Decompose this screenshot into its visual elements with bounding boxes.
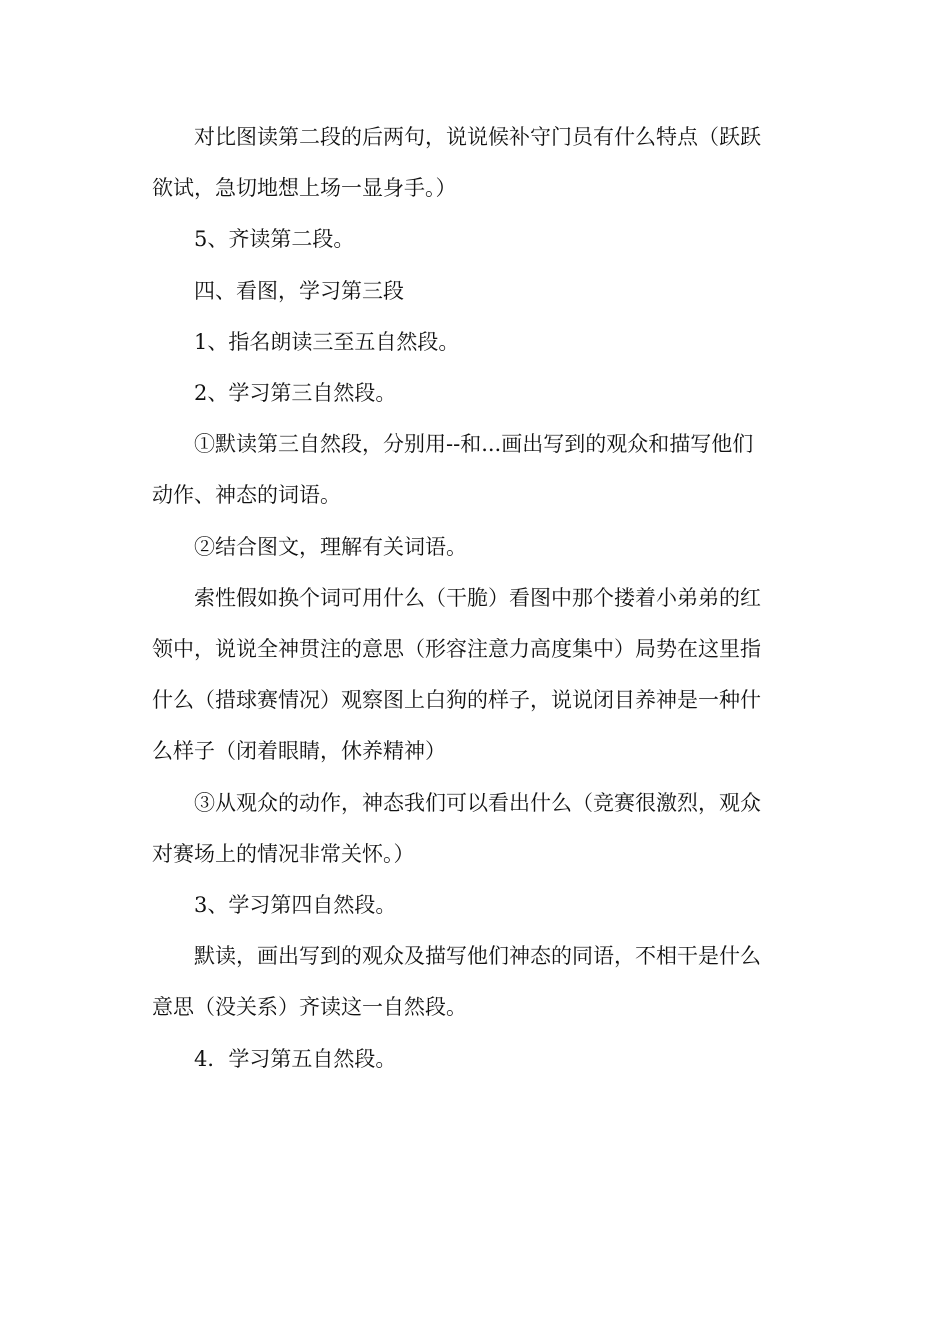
paragraph-line: 2、学习第三自然段。 (194, 381, 397, 406)
document-body (152, 112, 802, 1085)
paragraph-line: 意思（没关系）齐读这一自然段。 (152, 995, 467, 1020)
paragraph-item-2 (152, 522, 802, 573)
paragraph-step-1 (152, 317, 802, 368)
paragraph-step-3 (152, 880, 802, 931)
paragraph-line: 默读，画出写到的观众及描写他们神态的同语，不相干是什么 (194, 944, 761, 969)
paragraph-line: 欲试，急切地想上场一显身手。） (152, 176, 457, 201)
paragraph-item-3 (152, 778, 802, 880)
paragraph-step-2 (152, 368, 802, 419)
paragraph-line: 么样子（闭着眼睛，休养精神） (152, 739, 446, 764)
paragraph-line: 什么（措球赛情况）观察图上白狗的样子，说说闭目养神是一种什 (152, 688, 761, 713)
paragraph-line: 四、看图，学习第三段 (194, 278, 404, 303)
paragraph-step-5 (152, 214, 802, 265)
paragraph-vocabulary (152, 573, 802, 778)
paragraph-item-1 (152, 419, 802, 521)
section-heading-four (152, 266, 802, 317)
paragraph-line: 动作、神态的词语。 (152, 483, 341, 508)
paragraph-line: 对赛场上的情况非常关怀。） (152, 841, 415, 866)
paragraph-step-4 (152, 1034, 802, 1085)
paragraph-silent-reading (152, 931, 802, 1033)
paragraph-line: ①默读第三自然段，分别用--和...画出写到的观众和描写他们 (194, 432, 754, 457)
paragraph-line: 索性假如换个词可用什么（干脆）看图中那个搂着小弟弟的红 (194, 585, 761, 610)
paragraph-line: 对比图读第二段的后两句，说说候补守门员有什么特点（跃跃 (194, 125, 761, 149)
paragraph-line: 领中，说说全神贯注的意思（形容注意力高度集中）局势在这里指 (152, 637, 761, 662)
paragraph-line: 4．学习第五自然段。 (194, 1046, 397, 1071)
paragraph-line: ③从观众的动作，神态我们可以看出什么（竞赛很激烈，观众 (194, 790, 761, 815)
paragraph-line: ②结合图文，理解有关词语。 (194, 534, 467, 559)
paragraph-line: 3、学习第四自然段。 (194, 893, 397, 918)
paragraph-line: 1、指名朗读三至五自然段。 (194, 329, 460, 354)
paragraph-line: 5、齐读第二段。 (194, 227, 355, 252)
paragraph-goalkeeper-traits (152, 112, 802, 214)
